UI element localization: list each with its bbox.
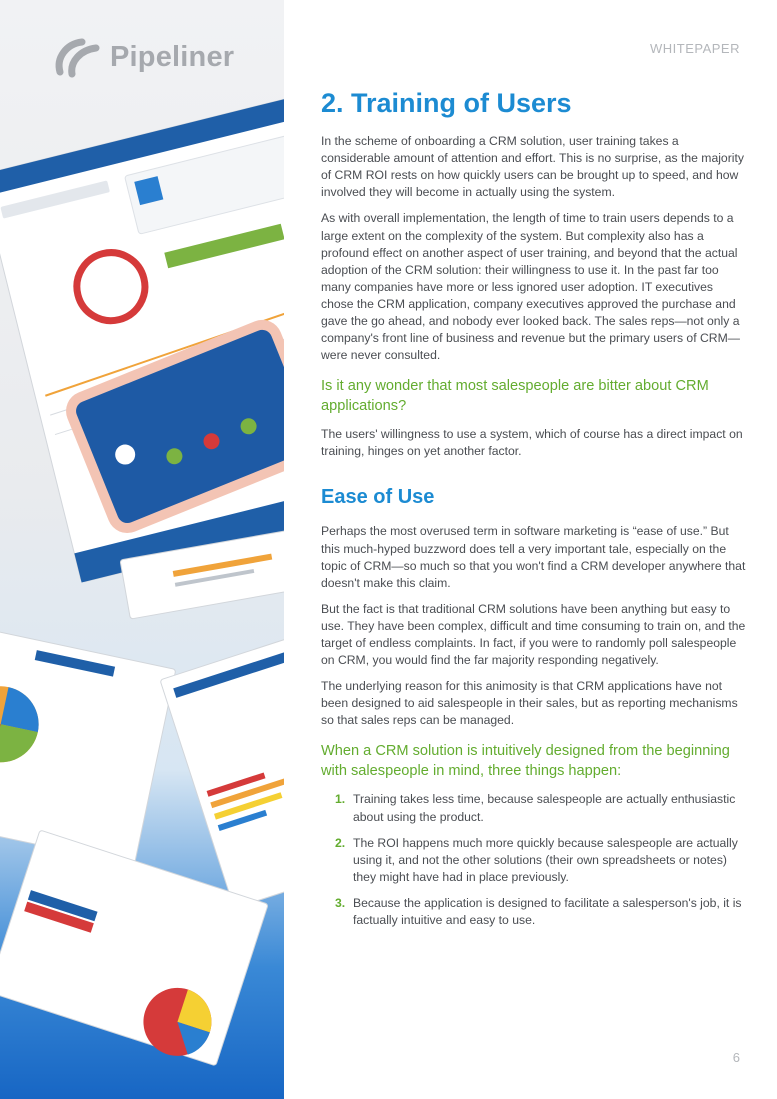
section-title: Ease of Use — [321, 486, 435, 509]
left-visual-panel — [0, 0, 284, 1099]
paragraph: In the scheme of onboarding a CRM solution, user training takes a considerable amount of attention and effort. This is no surprise, as the majority of CRM ROI rests on how quickly users can be brought up to speed, and how involved they will become in actually using the system. — [321, 134, 744, 200]
list-item-text: The ROI happens much more quickly because salespeople are actually using it, and not the other solutions (their own spreadsheets or notes) they might have had in place previously. — [353, 835, 738, 884]
subheading: Is it any wonder that most salespeople are bitter about CRM applications? — [321, 378, 709, 414]
paragraph: As with overall implementation, the length of time to train users depends to a large extent on the complexity of the system. But complexity also has a profound effect on another aspect of user training, and beyond that the actual adoption of the CRM solution: their willingness to use it. In the past far too many companies have more or less ignored user adoption. IT executives chose the CRM application, company executives approved the purchase and gave the go ahead, and nobody ever looked back. The sales reps—not only a company's front line of business and revenue but the primary users of CRM—were never consulted. — [321, 211, 740, 363]
paragraph: Perhaps the most overused term in software marketing is “ease of use.” But this much-hyped buzzword does tell a very important tale, especially on the topic of CRM—so much so that you won't find a CRM developer anywhere that doesn't make this claim. — [321, 524, 746, 590]
list-item — [335, 791, 746, 825]
article — [321, 88, 746, 938]
list-number: 2. — [335, 835, 346, 850]
list-item-text: Because the application is designed to facilitate a salesperson's job, it is factually intuitive and easy to use. — [353, 895, 742, 928]
paragraph: The underlying reason for this animosity is that CRM applications have not been designed to aid salespeople in their sales, but as reporting mechanisms so that sales reps can be managed. — [321, 679, 738, 728]
paragraph: But the fact is that traditional CRM solutions have been anything but easy to use. They have been complex, difficult and time consuming to train on, and the target of endless complaints. In fact, if you were to randomly poll salespeople on CRM, you would find the far majority responding negatively. — [321, 601, 746, 668]
paragraph: The users' willingness to use a system, which of course has a direct impact on training, hinges on yet another factor. — [321, 427, 743, 459]
pipeliner-logo — [52, 36, 234, 78]
article-title: 2. Training of Users — [321, 88, 572, 118]
document-column — [284, 0, 777, 1099]
list-number: 1. — [335, 792, 346, 807]
list-item-text: Training takes less time, because salespeople are actually enthusiastic about using the product. — [353, 792, 736, 824]
list-item — [335, 835, 746, 886]
crm-devices-illustration — [0, 0, 284, 1099]
subheading: When a CRM solution is intuitively designed from the beginning with salespeople in mind, three things happen: — [321, 743, 730, 779]
list-item — [335, 895, 746, 929]
numbered-list — [321, 791, 746, 929]
pipeliner-logo-icon — [52, 36, 102, 78]
page-number: 6 — [732, 1050, 740, 1065]
header-label: WHITEPAPER — [650, 41, 740, 56]
list-number: 3. — [335, 895, 346, 910]
logo-text: Pipeliner — [110, 40, 235, 73]
